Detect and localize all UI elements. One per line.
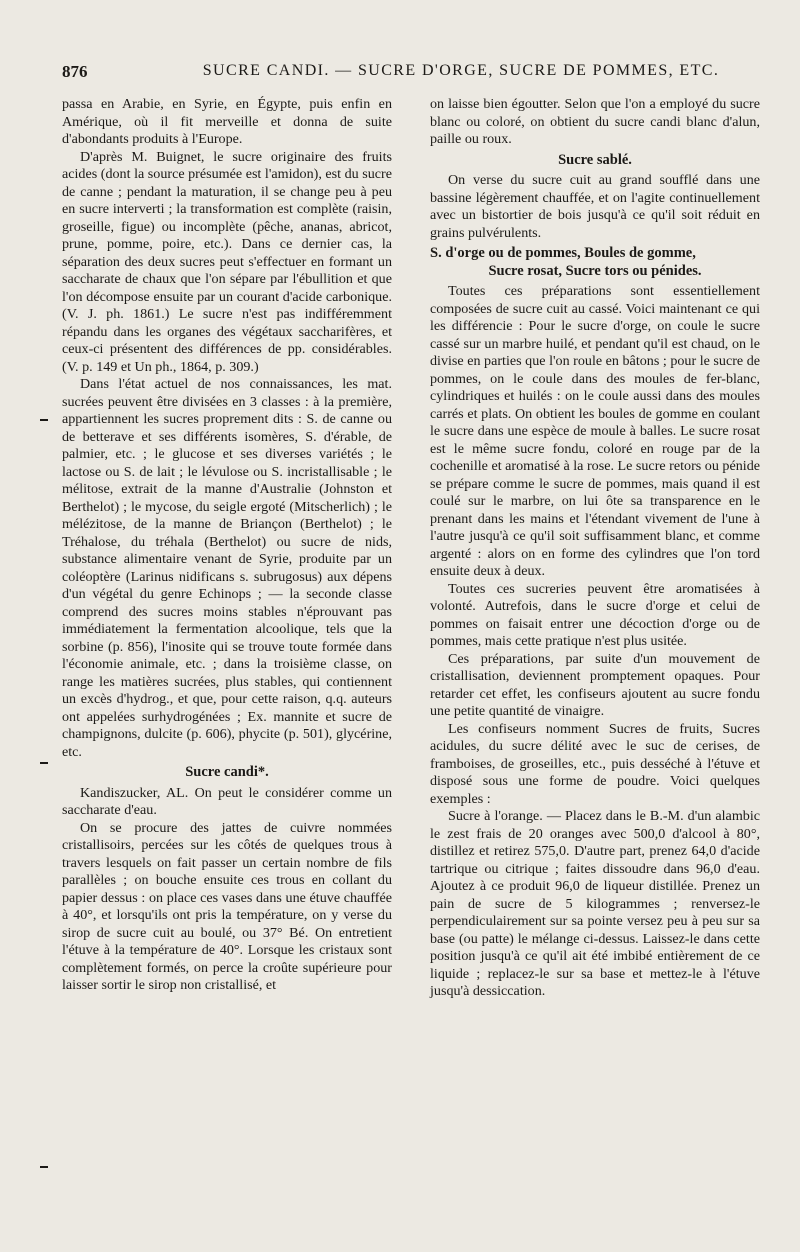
section-heading-sucre-orge xyxy=(430,245,760,280)
paragraph: Kandiszucker, AL. On peut le considérer comme un saccharate d'eau. xyxy=(62,784,392,818)
paragraph: Dans l'état actuel de nos connaissances, les mat. sucrées peuvent être divisées en 3 classes : à la première, appartiennent les sucres proprement dits : S. de canne ou de betterave et ses différents isomères, S. d'érable, de palmier, etc. ; le glucose et ses diverses variétés ; le lactose ou S. de lait ; le lévulose ou S. incristallisable ; le mélitose, extrait de la manne d'Australie (Johnston et Berthelot) ; le mycose, du seigle ergoté (Mitscherlich) ; le mélézitose, de la manne de Briançon (Berthelot) ; le Tréhalose, du tréhala (Berthelot) ou sucre de nids, substance alimentaire venant de Syrie, produite par un coléoptère (Larinus nidificans s. subrugosus) aux dépens d'un végétal du genre Echinops ; — la seconde classe comprend des sucres moins stables n'éprouvant pas immédiatement la fermentation alcoolique, tels que la sorbine (p. 856), l'inosite qui se trouve toute formée dans l'économie animale, etc. ; dans la troisième classe, on range les matières sucrées, plus stables, qui contiennent un excès d'hydrog., et que, pour cette raison, q.q. auteurs ont appelées surhydrogénées ; Ex. mannite et sucre de champignons, dulcite (p. 606), phycite (p. 501), glycérine, etc. xyxy=(62,376,392,760)
section-heading-sucre-sable: Sucre sablé. xyxy=(558,151,632,168)
margin-mark xyxy=(40,1166,48,1168)
paragraph: on laisse bien égoutter. Selon que l'on a employé du sucre blanc ou coloré, on obtient du sucre candi blanc d'alun, paille ou roux. xyxy=(430,96,760,147)
paragraph: Les confiseurs nomment Sucres de fruits, Sucres acidules, du sucre délité avec le suc de cerises, de framboises, de groseilles, etc., puis desséché à l'étuve et disposé sous une forme de poudre. Voici quelques exemples : xyxy=(430,720,760,807)
left-column xyxy=(62,96,392,995)
right-column xyxy=(430,96,760,1001)
heading-line: Sucre rosat, Sucre tors ou pénides. xyxy=(488,262,702,279)
margin-mark xyxy=(40,762,48,764)
paragraph: Sucre à l'orange. — Placez dans le B.-M. d'un alambic le zest frais de 20 oranges avec 500,0 d'alcool à 80°, distillez et retirez 575,0. D'autre part, prenez 64,0 d'acide tartrique ou citrique ; faites dissoudre dans 96,0 d'eau. Ajoutez à ce produit 96,0 de liqueur distillée. Prenez un pain de sucre de 5 kilogrammes ; renversez-le perpendiculairement sur sa pointe versez peu à peu sur sa base (ou patte) le mélange ci-dessus. Laissez-le dans cette position jusqu'à ce qu'il ait été imbibé entièrement de ce liquide ; replacez-le sur sa base et mettez-le à l'étuve jusqu'à dessiccation. xyxy=(430,808,760,999)
paragraph: On se procure des jattes de cuivre nommées cristallisoirs, percées sur les côtés de quelques trous à travers lesquels on fait passer un certain nombre de fils parallèles ; on bouche ensuite ces trous en collant du papier dessus : on place ces vases dans une étuve chauffée à 40°, et lorsqu'ils ont pris la température, on y verse du sirop de sucre cuit au boulé, ou 37° Bé. On entretient l'étuve à la température de 40°. Lorsque les cristaux sont complètement formés, on perce la croûte supérieure pour laisser sortir le sirop non cristallisé, et xyxy=(62,819,392,993)
paragraph: On verse du sucre cuit au grand soufflé dans une bassine légèrement chauffée, et on l'agite continuellement avec un bistortier de bois jusqu'à ce qu'il soit réduit en grains pulvérulents. xyxy=(430,172,760,241)
paragraph: D'après M. Buignet, le sucre originaire des fruits acides (dont la source présumée est l'amidon), est du sucre de canne ; pendant la maturation, il se change peu à peu en sucre interverti ; la transformation est complète (raisin, groseille, figue) ou incomplète (pêche, ananas, abricot, prune, pomme, poire, etc.). Dans ce dernier cas, la séparation des deux sucres peut s'effectuer en formant un saccharate de chaux que l'on sépare par l'ébullition et que l'on décompose ensuite par un courant d'acide carbonique. (V. J. ph. 1861.) Le sucre n'est pas indifféremment répandu dans les organes des végétaux saccharifères, et ceux-ci présentent des différences de pp. considérables. (V. p. 149 et Un ph., 1864, p. 309.) xyxy=(62,148,392,375)
margin-mark xyxy=(40,419,48,421)
paragraph: Toutes ces préparations sont essentiellement composées de sucre cuit au cassé. Voici maintenant ce qui les différencie : Pour le sucre d'orge, on coule le sucre cassé sur un marbre huilé, et pendant qu'il est chaud, on le divise en parties que l'on roule en bâtons ; pour le sucre de pommes, on le coule dans des moules de fer-blanc, cylindriques et huilés : on le coule aussi dans des moules carrés et plats. On obtient les boules de gomme en coulant le sucre dans une espèce de moule à balles. Le sucre rosat est le même sucre fondu, coloré en rouge par de la cochenille et aromatisé à la rose. Le sucre retors ou pénide se prépare comme le sucre de pommes, mais quand il est coulé sur le marbre, on lui ôte sa transparence en le prenant dans les mains et l'étendant vivement de l'une à l'autre jusqu'à ce qu'il soit suffisamment blanc, et comme argenté : alors on en forme des cylindres que l'on tord ensuite deux à deux. xyxy=(430,283,760,579)
paragraph: passa en Arabie, en Syrie, en Égypte, puis enfin en Amérique, où il fit merveille et donna de suite d'abondants produits à l'Europe. xyxy=(62,96,392,147)
section-heading-sucre-candi: Sucre candi*. xyxy=(185,764,269,780)
paragraph: Toutes ces sucreries peuvent être aromatisées à volonté. Autrefois, dans le sucre d'orge et celui de pommes on faisait entrer une décoction d'orge ou de pommes, mais cette pratique n'est plus usitée. xyxy=(430,580,760,649)
running-head: SUCRE CANDI. — SUCRE D'ORGE, SUCRE DE POMMES, ETC. xyxy=(202,62,720,79)
heading-line: S. d'orge ou de pommes, Boules de gomme, xyxy=(430,245,696,261)
paragraph: Ces préparations, par suite d'un mouvement de cristallisation, deviennent promptement opaques. Pour retarder cet effet, les confiseurs ajoutent au sucre fondu une petite quantité de vinaigre. xyxy=(430,650,760,719)
page-header xyxy=(62,62,750,86)
page-number: 876 xyxy=(62,62,88,81)
